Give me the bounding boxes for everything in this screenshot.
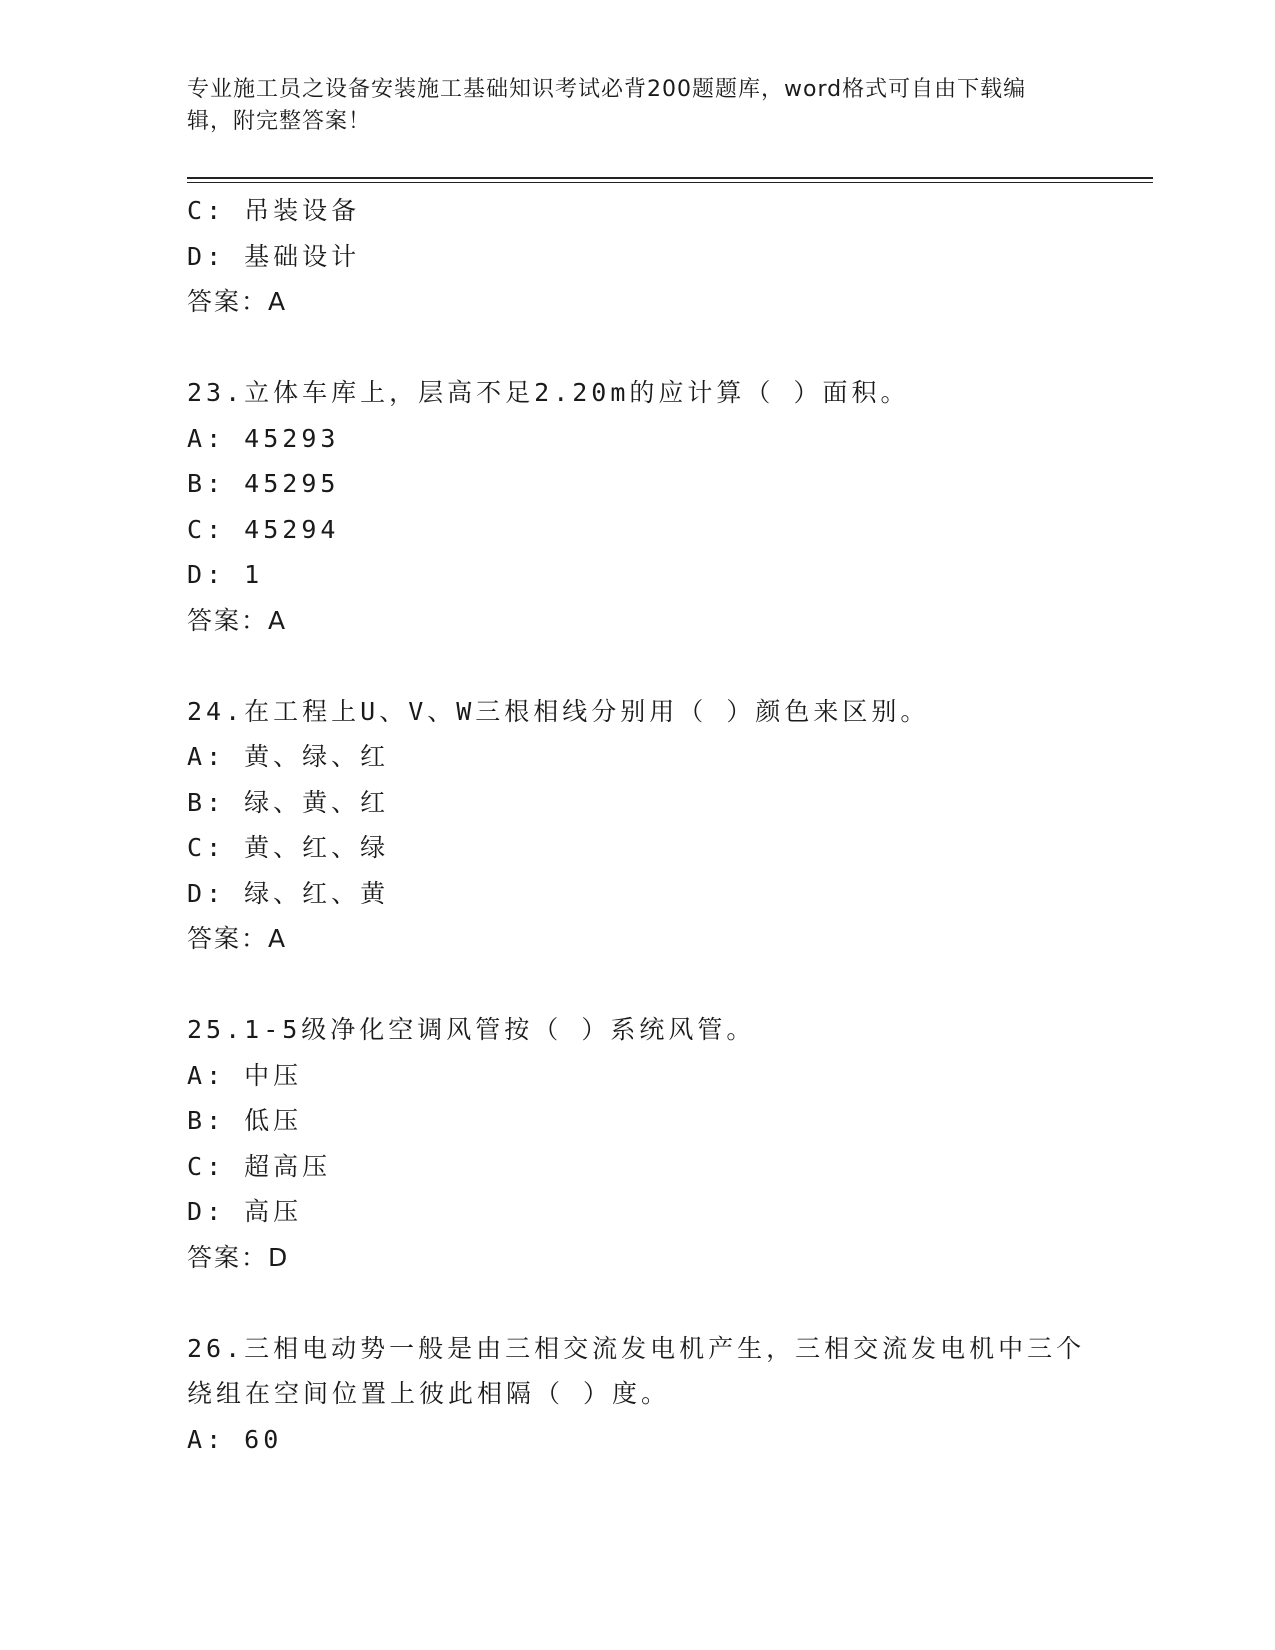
document-title: 专业施工员之设备安装施工基础知识考试必背200题题库，word格式可自由下载编辑，附完整答案！	[187, 77, 1027, 134]
option-text: 45294	[244, 514, 340, 544]
option-text: 黄、红、绿	[244, 833, 390, 862]
option-c: C: 黄、红、绿	[187, 833, 390, 862]
option-letter: C	[187, 196, 207, 225]
document-body	[187, 188, 1127, 1462]
option-letter: B	[187, 1106, 207, 1135]
option-letter: C	[187, 833, 207, 862]
option-d: D: 绿、红、黄	[187, 878, 390, 908]
question-23-stem: 23.立体车库上，层高不足2.20m的应计算（ ）面积。	[187, 378, 910, 407]
option-a: A: 45293	[187, 423, 340, 453]
option-d: D: 基础设计	[187, 241, 361, 271]
spacer	[187, 643, 1127, 689]
option-text: 绿、黄、红	[244, 787, 390, 817]
option-letter: C	[187, 514, 207, 544]
option-b: B: 绿、黄、红	[187, 787, 390, 817]
option-text: 45293	[244, 423, 340, 453]
option-a: A: 黄、绿、红	[187, 742, 390, 771]
question-26-stem-line-1: 26.三相电动势一般是由三相交流发电机产生，三相交流发电机中三个	[187, 1333, 1086, 1363]
question-25-stem: 25.1-5级净化空调风管按（ ）系统风管。	[187, 1015, 756, 1044]
option-letter: B	[187, 787, 207, 817]
option-text: 中压	[244, 1060, 303, 1090]
answer-line: 答案：A	[187, 287, 288, 316]
document-header	[187, 74, 1067, 138]
option-text: 高压	[244, 1197, 303, 1226]
answer-line: 答案：D	[187, 1242, 290, 1272]
option-letter: D	[187, 1197, 207, 1226]
option-text: 超高压	[244, 1151, 332, 1181]
option-text: 45295	[244, 469, 340, 498]
option-letter: B	[187, 469, 207, 498]
spacer	[187, 325, 1127, 371]
option-c: C: 吊装设备	[187, 196, 361, 225]
option-text: 基础设计	[244, 241, 361, 271]
answer-line: 答案：A	[187, 605, 288, 635]
option-letter: D	[187, 560, 207, 589]
spacer	[187, 962, 1127, 1008]
option-text: 1	[244, 560, 264, 589]
option-letter: D	[187, 241, 207, 271]
question-26-stem-line-2: 绕组在空间位置上彼此相隔（ ）度。	[187, 1379, 671, 1408]
option-c: C: 超高压	[187, 1151, 332, 1181]
option-letter: A	[187, 742, 207, 771]
option-letter: A	[187, 1424, 207, 1454]
option-b: B: 低压	[187, 1106, 303, 1135]
option-c: C: 45294	[187, 514, 340, 544]
option-text: 低压	[244, 1106, 303, 1135]
option-text: 吊装设备	[244, 196, 361, 225]
option-d: D: 1	[187, 560, 264, 589]
option-text: 黄、绿、红	[244, 742, 390, 771]
header-divider	[187, 177, 1153, 183]
option-d: D: 高压	[187, 1197, 303, 1226]
question-24-stem: 24.在工程上U、V、W三根相线分别用（ ）颜色来区别。	[187, 696, 930, 726]
spacer	[187, 1280, 1127, 1326]
option-b: B: 45295	[187, 469, 340, 498]
answer-line: 答案：A	[187, 924, 288, 953]
option-text: 绿、红、黄	[244, 878, 390, 908]
option-text: 60	[244, 1424, 283, 1454]
option-letter: C	[187, 1151, 207, 1181]
option-a: A: 60	[187, 1424, 283, 1454]
option-letter: A	[187, 423, 207, 453]
option-a: A: 中压	[187, 1060, 303, 1090]
option-letter: A	[187, 1060, 207, 1090]
option-letter: D	[187, 878, 207, 908]
